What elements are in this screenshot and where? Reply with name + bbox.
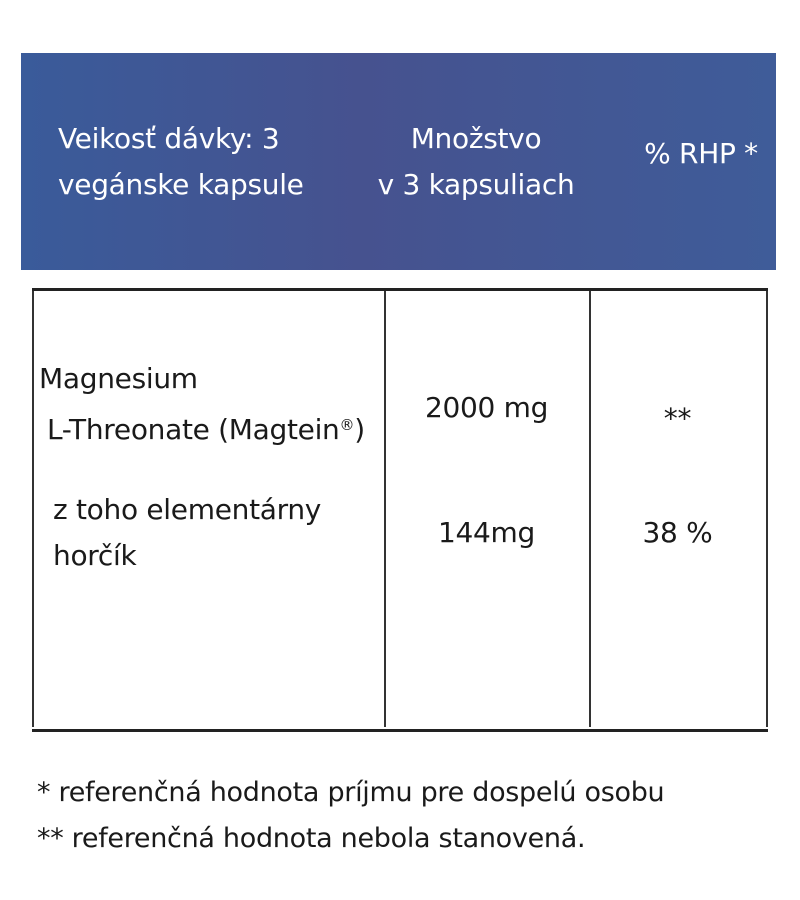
row-magnesium-name [39,356,365,453]
column-divider-1 [384,291,386,727]
table-header [21,53,776,270]
footnote-rhp: * referenčná hodnota príjmu pre dospelú osobu [37,777,665,808]
row-magnesium-rhp: ** [663,402,692,435]
header-amount [351,116,601,208]
footnote-not-established: ** referenčná hodnota nebola stanovená. [37,823,586,854]
footnotes [37,770,664,862]
header-serving-line2: vegánske kapsule [58,168,304,201]
nutrition-table [32,288,768,732]
row-elemental-rhp: 38 % [642,516,713,549]
table-top-rule [32,288,768,291]
column-divider-2 [589,291,591,727]
row-elemental-amount: 144mg [438,516,535,549]
row-magnesium-amount: 2000 mg [424,391,549,424]
header-serving-size [58,116,304,208]
row-magnesium-name-line1: Magnesium [39,362,198,395]
header-amount-line2: v 3 kapsuliach [377,168,575,201]
header-amount-line1: Množstvo [410,122,542,155]
header-rhp: % RHP * [644,137,758,170]
row-elemental-name-line2: horčík [53,539,137,572]
row-magnesium-name-line2 [39,402,365,453]
row-elemental-name-line1: z toho elementárny [53,493,322,526]
header-serving-line1: Veikosť dávky: 3 [58,122,280,155]
row-magnesium-name-text: L-Threonate (Magtein [47,413,340,446]
table-right-border [766,291,768,727]
table-bottom-rule [32,729,768,732]
row-elemental-name [53,487,321,579]
registered-mark: ® [339,416,355,434]
table-left-border [32,291,34,727]
row-magnesium-name-close: ) [354,413,365,446]
